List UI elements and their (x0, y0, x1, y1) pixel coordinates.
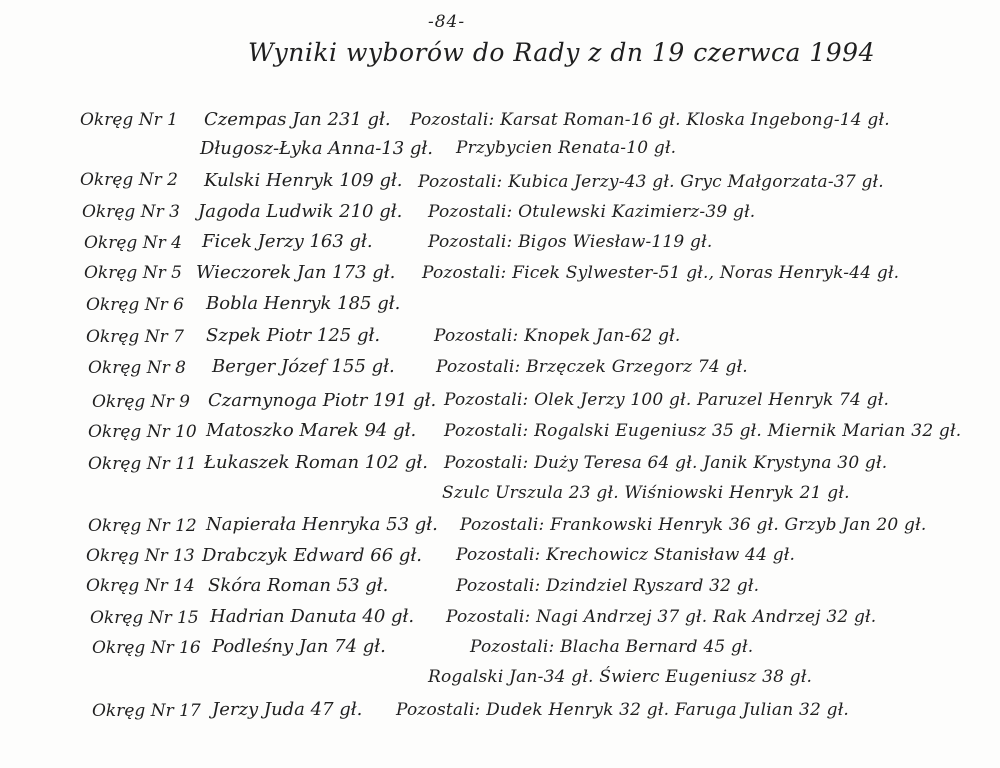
other-candidates: Pozostali: Nagi Andrzej 37 gł. Rak Andrzej 32 gł. (446, 607, 877, 627)
winner-entry: Szpek Piotr 125 gł. (206, 325, 381, 346)
other-candidates: Pozostali: Dzindziel Ryszard 32 gł. (456, 576, 760, 596)
winner-entry: Skóra Roman 53 gł. (208, 575, 389, 596)
other-candidates: Pozostali: Bigos Wiesław-119 gł. (428, 232, 713, 252)
other-candidates: Pozostali: Krechowicz Stanisław 44 gł. (456, 545, 796, 565)
winner-entry: Podleśny Jan 74 gł. (212, 636, 386, 657)
winner-entry: Ficek Jerzy 163 gł. (202, 231, 373, 252)
winner-entry: Czempas Jan 231 gł. (204, 109, 391, 130)
district-label: Okręg Nr 10 (88, 422, 197, 442)
other-candidates: Pozostali: Karsat Roman-16 gł. Kloska Ingebong-14 gł. (410, 110, 890, 130)
winner-entry: Jerzy Juda 47 gł. (212, 699, 363, 720)
winner-entry: Drabczyk Edward 66 gł. (202, 545, 423, 566)
other-candidates: Przybycien Renata-10 gł. (456, 138, 677, 158)
district-label: Okręg Nr 17 (92, 701, 201, 721)
winner-entry: Matoszko Marek 94 gł. (206, 420, 417, 441)
other-candidates: Pozostali: Duży Teresa 64 gł. Janik Krystyna 30 gł. (444, 453, 888, 473)
other-candidates: Pozostali: Frankowski Henryk 36 gł. Grzyb Jan 20 gł. (460, 515, 927, 535)
district-label: Okręg Nr 15 (90, 608, 199, 628)
district-label: Okręg Nr 12 (88, 516, 197, 536)
district-label: Okręg Nr 1 (80, 110, 178, 130)
other-candidates: Pozostali: Brzęczek Grzegorz 74 gł. (436, 357, 748, 377)
district-label: Okręg Nr 9 (92, 392, 190, 412)
winner-entry: Kulski Henryk 109 gł. (204, 170, 403, 191)
winner-entry: Bobla Henryk 185 gł. (206, 293, 401, 314)
district-label: Okręg Nr 3 (82, 202, 180, 222)
page-number: -84- (428, 12, 466, 32)
district-label: Okręg Nr 5 (84, 263, 182, 283)
winner-entry: Łukaszek Roman 102 gł. (204, 452, 428, 473)
other-candidates: Pozostali: Ficek Sylwester-51 gł., Noras Henryk-44 gł. (422, 263, 900, 283)
winner-entry: Czarnynoga Piotr 191 gł. (208, 390, 437, 411)
other-candidates: Pozostali: Dudek Henryk 32 gł. Faruga Julian 32 gł. (396, 700, 850, 720)
district-label: Okręg Nr 6 (86, 295, 184, 315)
winner-entry: Jagoda Ludwik 210 gł. (198, 201, 403, 222)
district-label: Okręg Nr 7 (86, 327, 184, 347)
winner-entry: Wieczorek Jan 173 gł. (196, 262, 396, 283)
other-candidates: Pozostali: Kubica Jerzy-43 gł. Gryc Małgorzata-37 gł. (418, 172, 884, 192)
winner-entry: Berger Józef 155 gł. (212, 356, 395, 377)
other-candidates: Pozostali: Otulewski Kazimierz-39 gł. (428, 202, 756, 222)
district-label: Okręg Nr 4 (84, 233, 182, 253)
district-label: Okręg Nr 2 (80, 170, 178, 190)
district-label: Okręg Nr 16 (92, 638, 201, 658)
district-label: Okręg Nr 11 (88, 454, 197, 474)
page-title: Wyniki wyborów do Rady z dn 19 czerwca 1994 (248, 38, 875, 67)
other-candidates: Pozostali: Blacha Bernard 45 gł. (470, 637, 754, 657)
district-label: Okręg Nr 14 (86, 576, 195, 596)
other-candidates: Szulc Urszula 23 gł. Wiśniowski Henryk 21 gł. (442, 483, 850, 503)
winner-entry: Hadrian Danuta 40 gł. (210, 606, 415, 627)
other-candidates: Rogalski Jan-34 gł. Świerc Eugeniusz 38 gł. (428, 667, 813, 687)
district-label: Okręg Nr 13 (86, 546, 195, 566)
other-candidates: Pozostali: Knopek Jan-62 gł. (434, 326, 681, 346)
other-candidates: Pozostali: Olek Jerzy 100 gł. Paruzel Henryk 74 gł. (444, 390, 890, 410)
winner-entry: Długosz-Łyka Anna-13 gł. (200, 138, 433, 159)
winner-entry: Napierała Henryka 53 gł. (206, 514, 438, 535)
district-label: Okręg Nr 8 (88, 358, 186, 378)
other-candidates: Pozostali: Rogalski Eugeniusz 35 gł. Miernik Marian 32 gł. (444, 421, 962, 441)
